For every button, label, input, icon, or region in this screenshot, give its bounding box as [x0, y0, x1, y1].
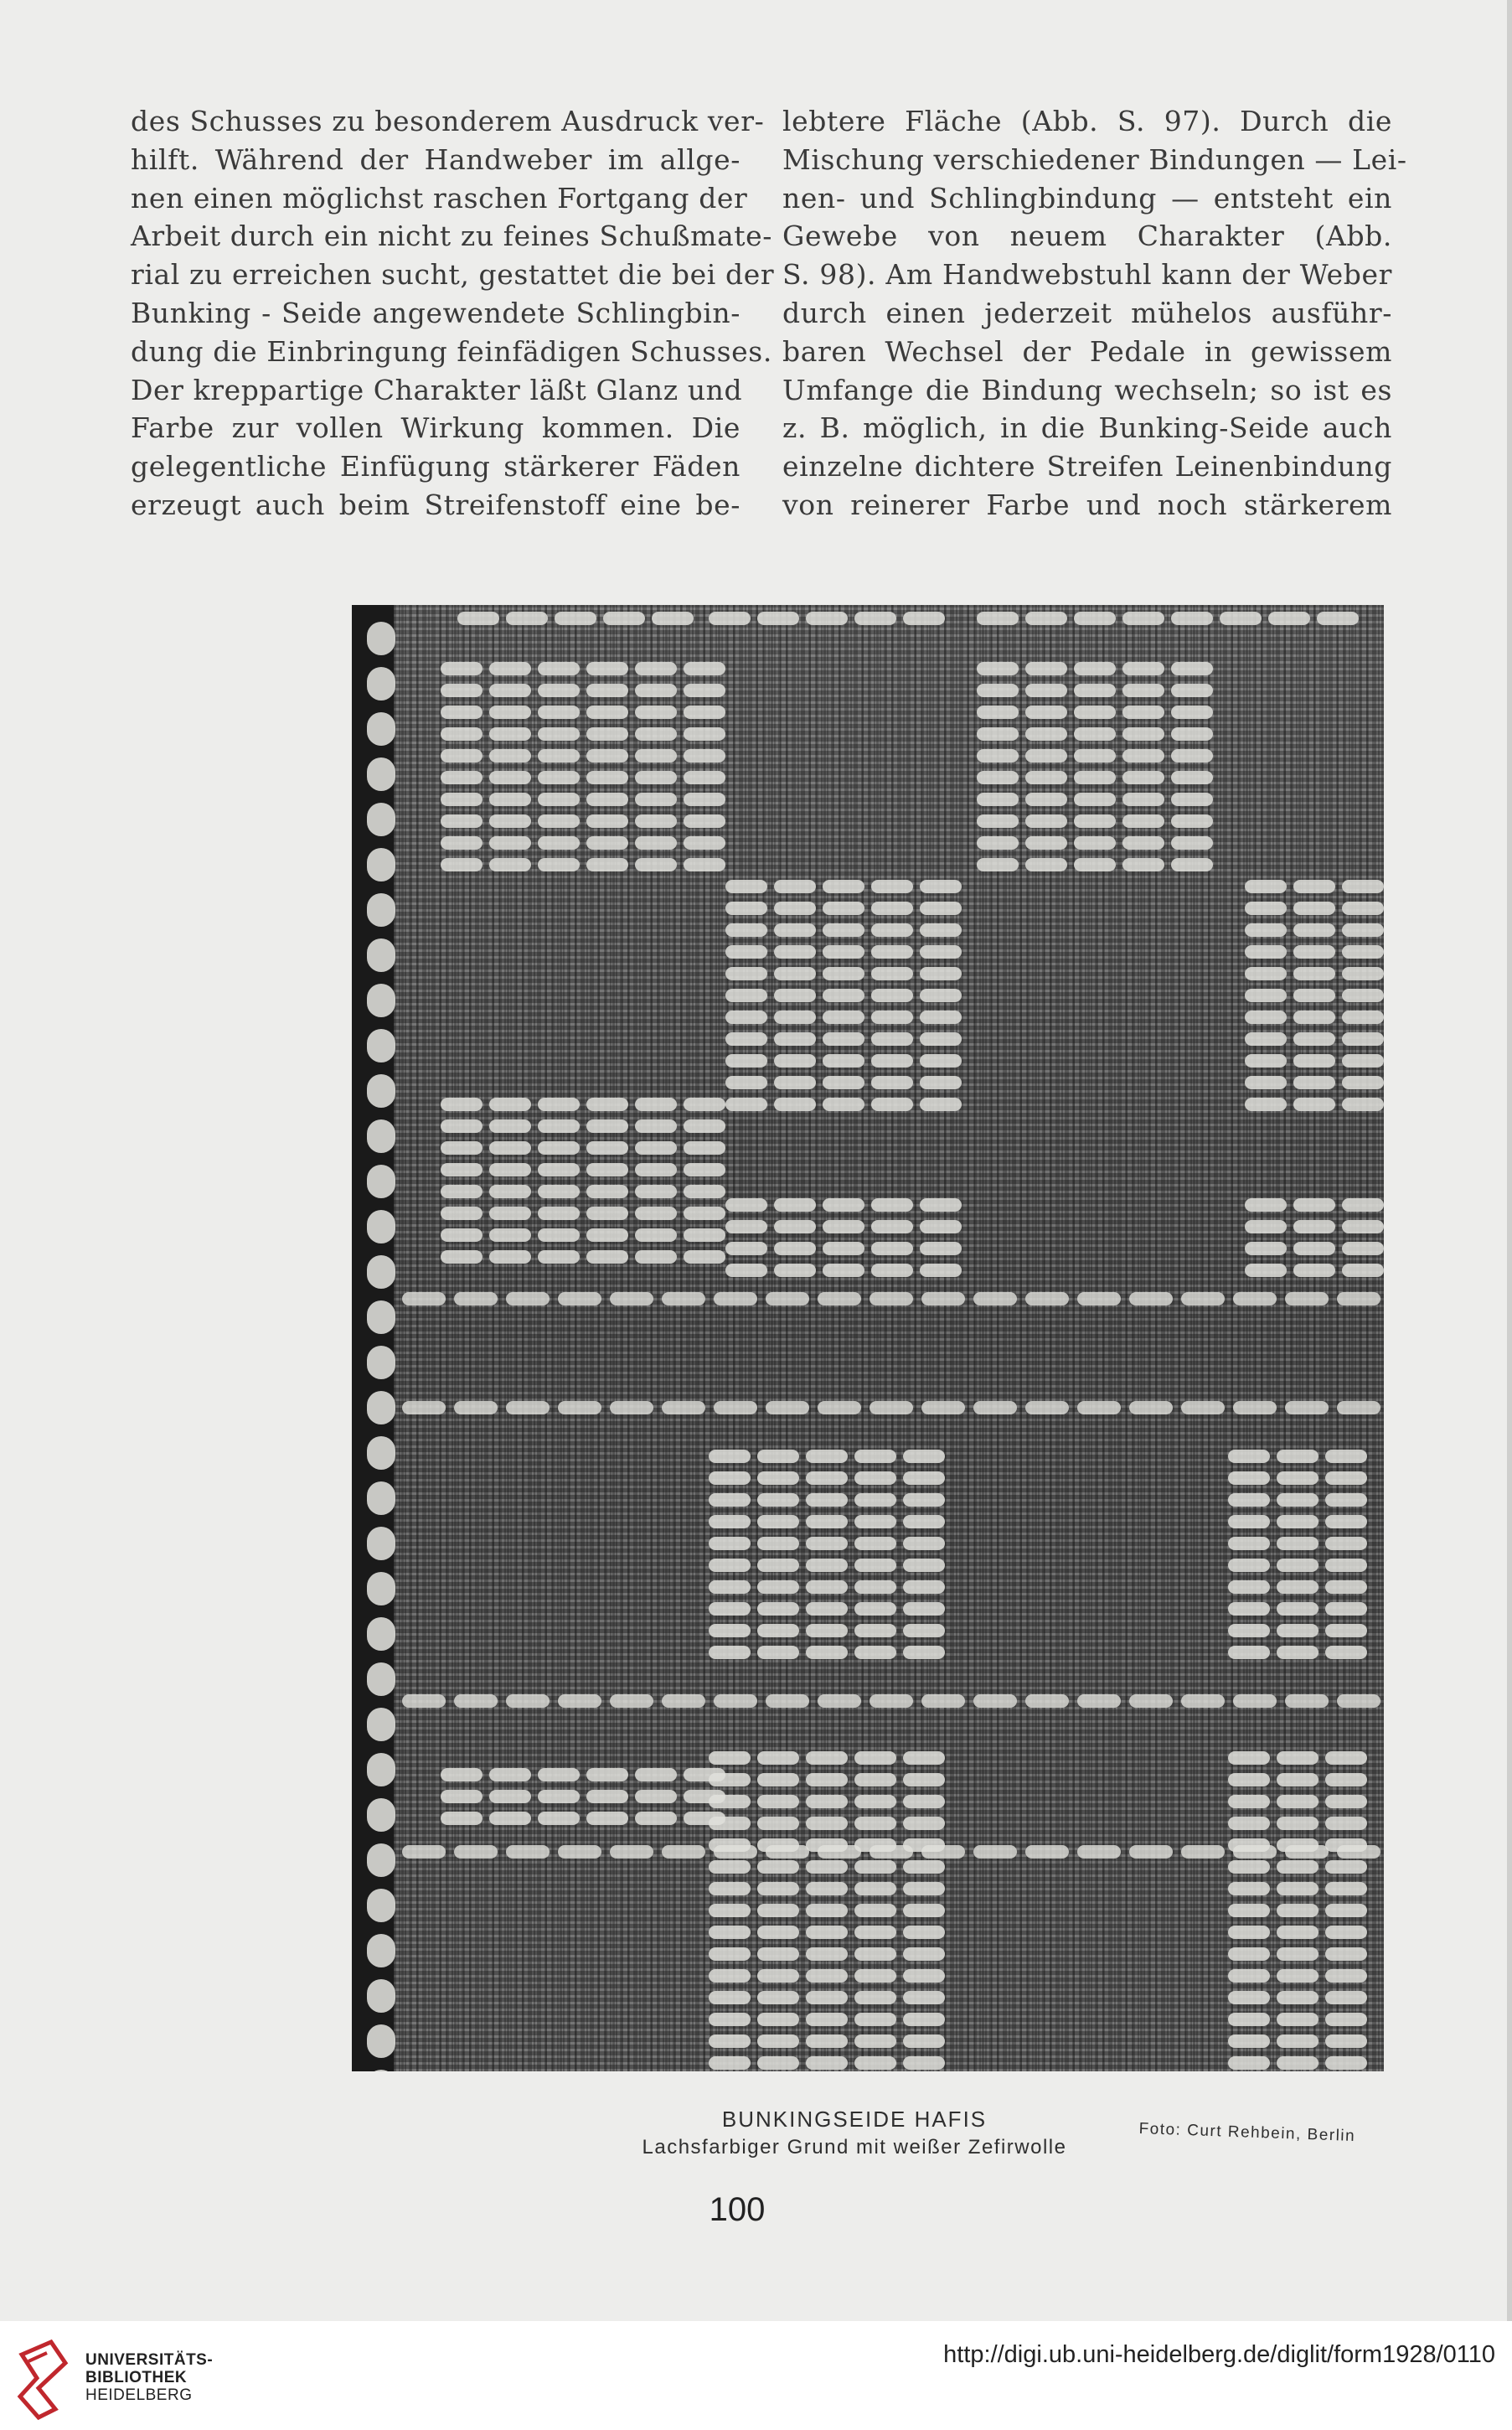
photo-credit: Foto: Curt Rehbein, Berlin — [1138, 2120, 1356, 2146]
source-url-link[interactable]: http://digi.ub.uni-heidelberg.de/diglit/form1928/0110 — [943, 2341, 1495, 2368]
library-name-line: UNIVERSITÄTS- — [85, 2351, 214, 2369]
right-text-column — [782, 102, 1407, 525]
text-line: Mischung verschiedener Bindungen — Lei- — [782, 142, 1407, 176]
left-text-column — [131, 102, 775, 525]
library-name — [85, 2351, 213, 2404]
caption-title: BUNKINGSEIDE HAFIS — [721, 2107, 988, 2132]
text-line: S. 98). Am Handwebstuhl kann der Weber — [782, 258, 1392, 292]
text-line: lebtere Fläche (Abb. S. 97). Durch die — [782, 105, 1392, 137]
text-line: z. B. möglich, in die Bunking-Seide auch — [782, 411, 1392, 445]
text-line: durch einen jederzeit mühelos ausführ- — [782, 296, 1392, 329]
text-line: Der kreppartige Charakter läßt Glanz und — [131, 373, 743, 406]
text-line: Gewebe von neuem Charakter (Abb. — [782, 220, 1392, 253]
caption-subtitle: Lachsfarbiger Grund mit weißer Zefirwolle — [642, 2136, 1067, 2159]
text-line: nen einen möglichst raschen Fortgang der — [131, 181, 748, 215]
woven-fabric-pattern — [352, 605, 1384, 2071]
text-line: nen- und Schlingbindung — entsteht ein — [782, 181, 1392, 215]
text-line: hilft. Während der Handweber im allge- — [131, 142, 741, 176]
figure-caption — [620, 2105, 1089, 2162]
text-line: Farbe zur vollen Wirkung kommen. Die — [131, 411, 741, 445]
library-name-line: HEIDELBERG — [85, 2386, 193, 2404]
text-line: Bunking - Seide angewendete Schlingbin- — [131, 296, 741, 329]
fabric-photograph — [352, 605, 1384, 2071]
text-line: gelegentliche Einfügung stärkerer Fäden — [131, 450, 741, 483]
library-name-line: BIBLIOTHEK — [85, 2369, 188, 2386]
page-number: 100 — [709, 2191, 766, 2228]
text-line: dung die Einbringung feinfädigen Schusses. — [131, 334, 772, 368]
text-line: rial zu erreichen sucht, gestattet die bei der — [131, 258, 775, 292]
text-line: Arbeit durch ein nicht zu feines Schußmate- — [131, 220, 773, 253]
text-line: von reinerer Farbe und noch stärkerem — [782, 488, 1392, 521]
text-line: Umfange die Bindung wechseln; so ist es — [782, 373, 1392, 406]
text-line: einzelne dichtere Streifen Leinenbindung — [782, 450, 1392, 483]
text-line: des Schusses zu besonderem Ausdruck ver- — [131, 105, 765, 137]
text-line: erzeugt auch beim Streifenstoff eine be- — [131, 488, 741, 521]
text-line: baren Wechsel der Pedale in gewissem — [782, 334, 1392, 368]
library-logo-icon — [13, 2338, 72, 2422]
digitization-footer — [0, 2321, 1512, 2430]
